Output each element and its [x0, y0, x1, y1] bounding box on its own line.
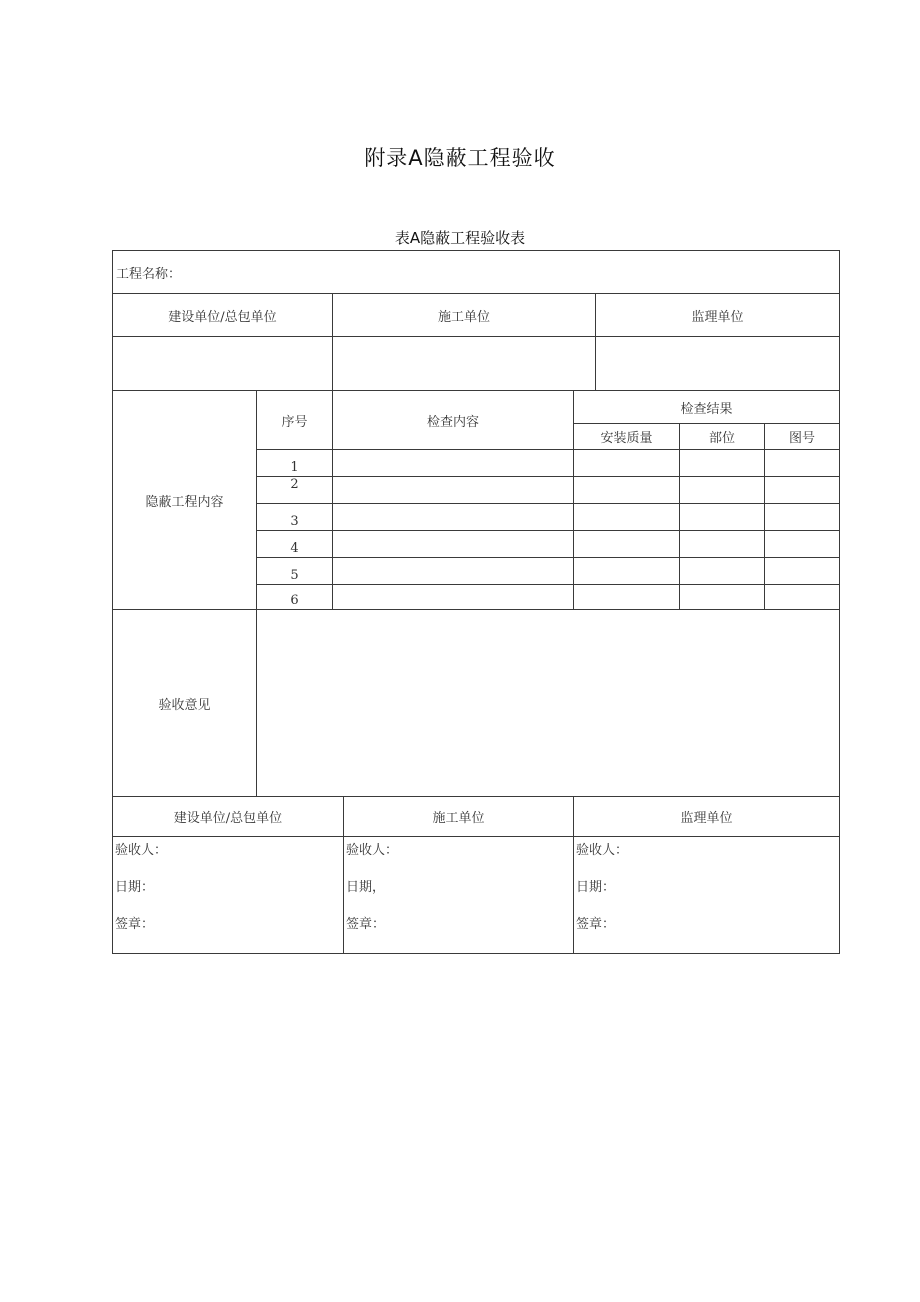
position-cell[interactable] [680, 504, 765, 531]
acceptor-label: 验收人： [576, 843, 629, 858]
position-cell[interactable] [680, 531, 765, 558]
supervisor-unit-value[interactable] [596, 337, 840, 391]
drawing-cell[interactable] [765, 477, 840, 504]
drawing-cell[interactable] [765, 504, 840, 531]
sign-contractor-header: 施工单位 [344, 797, 574, 837]
seal-label: 签章： [576, 917, 616, 932]
seq-header: 序号 [257, 391, 333, 450]
position-header: 部位 [680, 424, 765, 450]
seal-label: 签章： [346, 917, 386, 932]
sign-owner-header: 建设单位/总包单位 [113, 797, 344, 837]
quality-cell[interactable] [574, 531, 680, 558]
hidden-works-label: 隐蔽工程内容 [113, 391, 257, 610]
acceptor-label: 验收人： [115, 843, 168, 858]
opinion-label: 验收意见 [113, 610, 257, 797]
seq-cell: 4 [257, 531, 333, 558]
project-name-cell[interactable] [113, 251, 840, 294]
position-cell[interactable] [680, 585, 765, 610]
table-caption: 表A隐蔽工程验收表 [394, 229, 526, 247]
content-cell[interactable] [333, 450, 574, 477]
sign-owner-block[interactable] [113, 837, 344, 954]
acceptor-label: 验收人： [346, 843, 399, 858]
sign-contractor-block[interactable] [344, 837, 574, 954]
seq-cell: 3 [257, 504, 333, 531]
seal-label: 签章： [115, 917, 155, 932]
seq-cell: 6 [257, 585, 333, 610]
date-label: 日期： [115, 880, 155, 895]
drawing-cell[interactable] [765, 450, 840, 477]
quality-cell[interactable] [574, 558, 680, 585]
seq-cell: 5 [257, 558, 333, 585]
quality-cell[interactable] [574, 450, 680, 477]
position-cell[interactable] [680, 450, 765, 477]
contractor-unit-value[interactable] [333, 337, 596, 391]
position-cell[interactable] [680, 477, 765, 504]
acceptance-form-table [112, 250, 840, 954]
date-label: 日期： [576, 880, 616, 895]
drawing-cell[interactable] [765, 558, 840, 585]
content-cell[interactable] [333, 558, 574, 585]
content-cell[interactable] [333, 477, 574, 504]
supervisor-unit-header: 监理单位 [596, 294, 840, 337]
drawing-cell[interactable] [765, 531, 840, 558]
content-header: 检查内容 [333, 391, 574, 450]
result-header: 检查结果 [574, 391, 840, 424]
install-quality-header: 安装质量 [574, 424, 680, 450]
quality-cell[interactable] [574, 504, 680, 531]
drawing-no-header: 图号 [765, 424, 840, 450]
owner-unit-value[interactable] [113, 337, 333, 391]
contractor-unit-header: 施工单位 [333, 294, 596, 337]
content-cell[interactable] [333, 585, 574, 610]
sign-supervisor-block[interactable] [574, 837, 840, 954]
opinion-field[interactable] [257, 610, 840, 797]
date-label: 日期， [346, 880, 386, 895]
position-cell[interactable] [680, 558, 765, 585]
content-cell[interactable] [333, 531, 574, 558]
seq-cell: 1 [257, 450, 333, 477]
sign-supervisor-header: 监理单位 [574, 797, 840, 837]
owner-unit-header: 建设单位/总包单位 [113, 294, 333, 337]
document-title: 附录A隐蔽工程验收 [364, 146, 556, 170]
content-cell[interactable] [333, 504, 574, 531]
quality-cell[interactable] [574, 477, 680, 504]
project-name-label: 工程名称： [116, 266, 182, 282]
seq-cell: 2 [257, 477, 333, 504]
drawing-cell[interactable] [765, 585, 840, 610]
quality-cell[interactable] [574, 585, 680, 610]
